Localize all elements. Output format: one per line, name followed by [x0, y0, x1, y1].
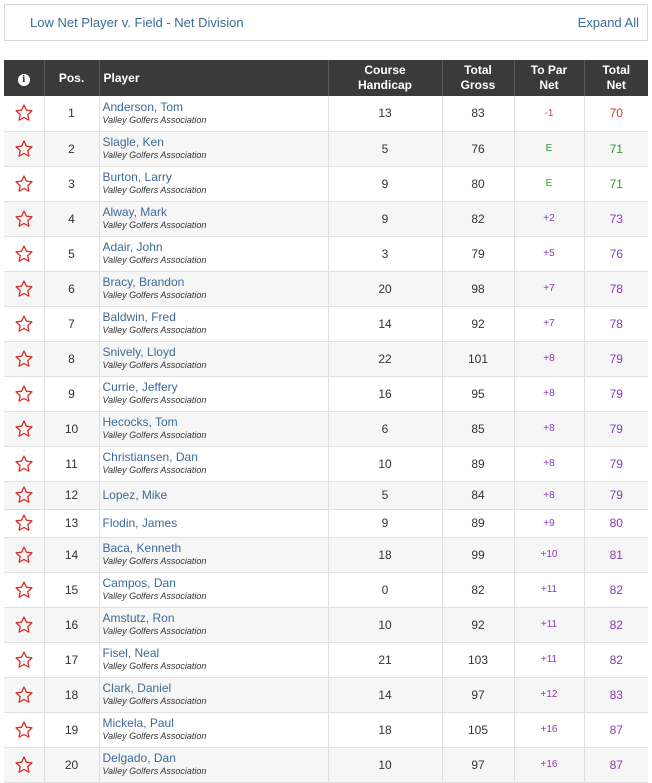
table-row [4, 306, 648, 341]
gross-cell: 98 [442, 271, 514, 306]
star-icon[interactable] [14, 139, 34, 159]
position-cell: 10 [44, 411, 99, 446]
favorite-cell [4, 712, 44, 747]
player-cell [99, 271, 328, 306]
player-club: Valley Golfers Association [102, 430, 207, 440]
favorite-cell [4, 572, 44, 607]
star-icon[interactable] [14, 349, 34, 369]
net-cell: 80 [584, 509, 648, 537]
topar-cell: +11 [514, 572, 584, 607]
gross-cell: 79 [442, 236, 514, 271]
net-cell: 76 [584, 236, 648, 271]
position-cell: 7 [44, 306, 99, 341]
topar-cell: +11 [514, 607, 584, 642]
gross-cell: 80 [442, 166, 514, 201]
division-title[interactable]: Low Net Player v. Field - Net Division [30, 15, 244, 30]
table-row [4, 236, 648, 271]
player-name-link[interactable]: Baca, Kenneth [102, 541, 182, 555]
favorite-cell [4, 411, 44, 446]
table-row [4, 509, 648, 537]
player-club: Valley Golfers Association [102, 255, 207, 265]
gross-cell: 92 [442, 607, 514, 642]
net-cell: 71 [584, 166, 648, 201]
gross-cell: 82 [442, 201, 514, 236]
net-header-line1: Total [602, 63, 631, 77]
star-icon[interactable] [14, 755, 34, 775]
leaderboard-body [4, 96, 648, 782]
position-cell: 6 [44, 271, 99, 306]
topar-cell: +7 [514, 271, 584, 306]
topar-cell: +8 [514, 481, 584, 509]
topar-cell: +8 [514, 341, 584, 376]
topar-cell: +12 [514, 677, 584, 712]
topar-cell: +16 [514, 747, 584, 782]
player-club: Valley Golfers Association [102, 626, 207, 636]
table-row [4, 481, 648, 509]
position-cell: 14 [44, 537, 99, 572]
star-icon[interactable] [14, 209, 34, 229]
handicap-cell: 14 [328, 306, 442, 341]
player-name-link[interactable]: Campos, Dan [102, 576, 176, 590]
topar-cell: +8 [514, 446, 584, 481]
star-icon[interactable] [14, 650, 34, 670]
net-column-header [584, 60, 648, 96]
topar-cell: +8 [514, 411, 584, 446]
player-club: Valley Golfers Association [102, 661, 207, 671]
handicap-cell: 5 [328, 131, 442, 166]
player-cell [99, 131, 328, 166]
topar-cell: +2 [514, 201, 584, 236]
player-club: Valley Golfers Association [102, 465, 207, 475]
handicap-cell: 21 [328, 642, 442, 677]
player-cell [99, 712, 328, 747]
position-cell: 11 [44, 446, 99, 481]
player-name-link[interactable]: Burton, Larry [102, 170, 172, 184]
player-club: Valley Golfers Association [102, 556, 207, 566]
table-row [4, 642, 648, 677]
position-cell: 1 [44, 96, 99, 131]
pos-column-header: Pos. [44, 60, 99, 96]
favorite-cell [4, 677, 44, 712]
player-club: Valley Golfers Association [102, 766, 207, 776]
favorite-cell [4, 446, 44, 481]
net-cell: 87 [584, 747, 648, 782]
player-name-link[interactable]: Bracy, Brandon [102, 275, 185, 289]
net-cell: 82 [584, 572, 648, 607]
player-cell [99, 642, 328, 677]
topar-cell: +10 [514, 537, 584, 572]
handicap-cell: 9 [328, 509, 442, 537]
star-icon[interactable] [14, 279, 34, 299]
favorite-cell [4, 509, 44, 537]
gross-cell: 95 [442, 376, 514, 411]
player-club: Valley Golfers Association [102, 150, 207, 160]
position-cell: 4 [44, 201, 99, 236]
table-row [4, 572, 648, 607]
gross-header-line1: Total [464, 63, 492, 77]
player-club: Valley Golfers Association [102, 395, 207, 405]
position-cell: 12 [44, 481, 99, 509]
player-cell [99, 376, 328, 411]
favorite-cell [4, 481, 44, 509]
player-club: Valley Golfers Association [102, 185, 207, 195]
topar-cell: +16 [514, 712, 584, 747]
handicap-cell: 20 [328, 271, 442, 306]
net-cell: 78 [584, 306, 648, 341]
position-cell: 18 [44, 677, 99, 712]
table-row [4, 537, 648, 572]
expand-all-link[interactable]: Expand All [577, 15, 639, 30]
net-cell: 79 [584, 341, 648, 376]
division-header [4, 4, 648, 41]
gross-cell: 84 [442, 481, 514, 509]
topar-cell: +9 [514, 509, 584, 537]
info-column-header[interactable] [4, 60, 44, 96]
player-cell [99, 341, 328, 376]
handicap-cell: 5 [328, 481, 442, 509]
position-cell: 5 [44, 236, 99, 271]
gross-cell: 105 [442, 712, 514, 747]
table-row [4, 712, 648, 747]
topar-header-line2: Net [539, 78, 559, 92]
topar-header-line1: To Par [530, 63, 568, 77]
gross-cell: 82 [442, 572, 514, 607]
table-row [4, 411, 648, 446]
table-row [4, 201, 648, 236]
favorite-cell [4, 607, 44, 642]
net-cell: 83 [584, 677, 648, 712]
handicap-cell: 0 [328, 572, 442, 607]
position-cell: 16 [44, 607, 99, 642]
topar-cell: +8 [514, 376, 584, 411]
table-row [4, 166, 648, 201]
handicap-cell: 10 [328, 607, 442, 642]
topar-cell: -1 [514, 96, 584, 131]
gross-cell: 103 [442, 642, 514, 677]
star-icon[interactable] [14, 244, 34, 264]
player-cell [99, 306, 328, 341]
player-name-link[interactable]: Snively, Lloyd [102, 345, 176, 359]
gross-cell: 99 [442, 537, 514, 572]
gross-cell: 97 [442, 677, 514, 712]
star-icon[interactable] [14, 685, 34, 705]
star-icon[interactable] [14, 580, 34, 600]
star-icon[interactable] [14, 314, 34, 334]
net-cell: 79 [584, 481, 648, 509]
handicap-cell: 3 [328, 236, 442, 271]
player-name-link[interactable]: Mickela, Paul [102, 716, 174, 730]
handicap-header-line2: Handicap [357, 78, 412, 92]
player-cell [99, 607, 328, 642]
table-row [4, 271, 648, 306]
player-club: Valley Golfers Association [102, 360, 207, 370]
favorite-cell [4, 341, 44, 376]
player-cell [99, 677, 328, 712]
table-row [4, 341, 648, 376]
handicap-cell: 18 [328, 537, 442, 572]
net-cell: 73 [584, 201, 648, 236]
star-icon[interactable] [14, 545, 34, 565]
player-club: Valley Golfers Association [102, 114, 207, 125]
star-icon[interactable] [14, 454, 34, 474]
net-cell: 82 [584, 607, 648, 642]
player-name-link[interactable]: Amstutz, Ron [102, 611, 175, 625]
gross-cell: 101 [442, 341, 514, 376]
handicap-cell: 6 [328, 411, 442, 446]
player-name-link[interactable]: Flodin, James [102, 516, 178, 530]
handicap-cell: 13 [328, 96, 442, 131]
table-row [4, 131, 648, 166]
handicap-cell: 9 [328, 201, 442, 236]
player-name-link[interactable]: Alway, Mark [102, 205, 167, 219]
star-icon[interactable] [14, 419, 34, 439]
player-name-link[interactable]: Fisel, Neal [102, 646, 160, 660]
player-name-link[interactable]: Christiansen, Dan [102, 450, 198, 464]
player-club: Valley Golfers Association [102, 696, 207, 706]
net-cell: 78 [584, 271, 648, 306]
handicap-cell: 9 [328, 166, 442, 201]
net-cell: 87 [584, 712, 648, 747]
topar-cell: E [514, 166, 584, 201]
handicap-column-header [328, 60, 442, 96]
gross-cell: 85 [442, 411, 514, 446]
handicap-cell: 22 [328, 341, 442, 376]
player-club: Valley Golfers Association [102, 591, 207, 601]
topar-cell: +5 [514, 236, 584, 271]
player-name-link[interactable]: Currie, Jeffery [102, 380, 178, 394]
gross-cell: 89 [442, 509, 514, 537]
player-cell [99, 236, 328, 271]
table-row [4, 96, 648, 131]
favorite-cell [4, 236, 44, 271]
player-name-link[interactable]: Delgado, Dan [102, 751, 176, 765]
player-name-link[interactable]: Anderson, Tom [102, 99, 183, 114]
player-name-link[interactable]: Hecocks, Tom [102, 415, 178, 429]
handicap-cell: 14 [328, 677, 442, 712]
player-club: Valley Golfers Association [102, 325, 207, 335]
leaderboard-table [4, 60, 648, 783]
gross-cell: 92 [442, 306, 514, 341]
position-cell: 19 [44, 712, 99, 747]
favorite-cell [4, 131, 44, 166]
position-cell: 3 [44, 166, 99, 201]
position-cell: 13 [44, 509, 99, 537]
favorite-cell [4, 376, 44, 411]
topar-cell: E [514, 131, 584, 166]
favorite-cell [4, 642, 44, 677]
handicap-header-line1: Course [364, 63, 406, 77]
player-name-link[interactable]: Adair, John [102, 240, 163, 254]
favorite-cell [4, 747, 44, 782]
player-cell [99, 201, 328, 236]
gross-column-header [442, 60, 514, 96]
gross-cell: 97 [442, 747, 514, 782]
table-row [4, 677, 648, 712]
gross-cell: 89 [442, 446, 514, 481]
handicap-cell: 10 [328, 747, 442, 782]
favorite-cell [4, 271, 44, 306]
favorite-cell [4, 537, 44, 572]
table-row [4, 607, 648, 642]
handicap-cell: 16 [328, 376, 442, 411]
player-name-link[interactable]: Slagle, Ken [102, 135, 164, 149]
player-cell [99, 572, 328, 607]
player-club: Valley Golfers Association [102, 220, 207, 230]
player-cell [99, 166, 328, 201]
handicap-cell: 10 [328, 446, 442, 481]
topar-cell: +11 [514, 642, 584, 677]
table-row [4, 747, 648, 782]
star-icon[interactable] [14, 174, 34, 194]
gross-cell: 83 [442, 96, 514, 131]
net-cell: 79 [584, 446, 648, 481]
topar-column-header [514, 60, 584, 96]
star-icon[interactable] [14, 720, 34, 740]
star-icon[interactable] [14, 384, 34, 404]
favorite-cell [4, 201, 44, 236]
net-cell: 71 [584, 131, 648, 166]
favorite-cell [4, 306, 44, 341]
star-icon[interactable] [14, 103, 34, 123]
player-club: Valley Golfers Association [102, 290, 207, 300]
net-cell: 79 [584, 411, 648, 446]
player-cell [99, 509, 328, 537]
player-cell [99, 481, 328, 509]
topar-cell: +7 [514, 306, 584, 341]
position-cell: 20 [44, 747, 99, 782]
star-icon[interactable] [14, 485, 34, 505]
position-cell: 9 [44, 376, 99, 411]
star-icon[interactable] [14, 615, 34, 635]
player-name-link[interactable]: Clark, Daniel [102, 681, 172, 695]
player-club: Valley Golfers Association [102, 731, 207, 741]
player-cell [99, 411, 328, 446]
net-cell: 81 [584, 537, 648, 572]
gross-cell: 76 [442, 131, 514, 166]
player-cell [99, 747, 328, 782]
handicap-cell: 18 [328, 712, 442, 747]
position-cell: 8 [44, 341, 99, 376]
net-cell: 82 [584, 642, 648, 677]
player-column-header: Player [99, 60, 328, 96]
table-row [4, 376, 648, 411]
gross-header-line2: Gross [460, 78, 496, 92]
position-cell: 2 [44, 131, 99, 166]
player-cell [99, 446, 328, 481]
table-row [4, 446, 648, 481]
player-cell [99, 96, 328, 131]
favorite-cell [4, 166, 44, 201]
table-header-row [4, 60, 648, 96]
info-icon[interactable]: i [18, 74, 30, 86]
player-name-link[interactable]: Baldwin, Fred [102, 310, 176, 324]
position-cell: 17 [44, 642, 99, 677]
net-cell: 79 [584, 376, 648, 411]
favorite-cell [4, 96, 44, 131]
net-header-line2: Net [606, 78, 626, 92]
player-name-link[interactable]: Lopez, Mike [102, 488, 168, 502]
star-icon[interactable] [14, 513, 34, 533]
net-cell: 70 [584, 96, 648, 131]
player-cell [99, 537, 328, 572]
position-cell: 15 [44, 572, 99, 607]
